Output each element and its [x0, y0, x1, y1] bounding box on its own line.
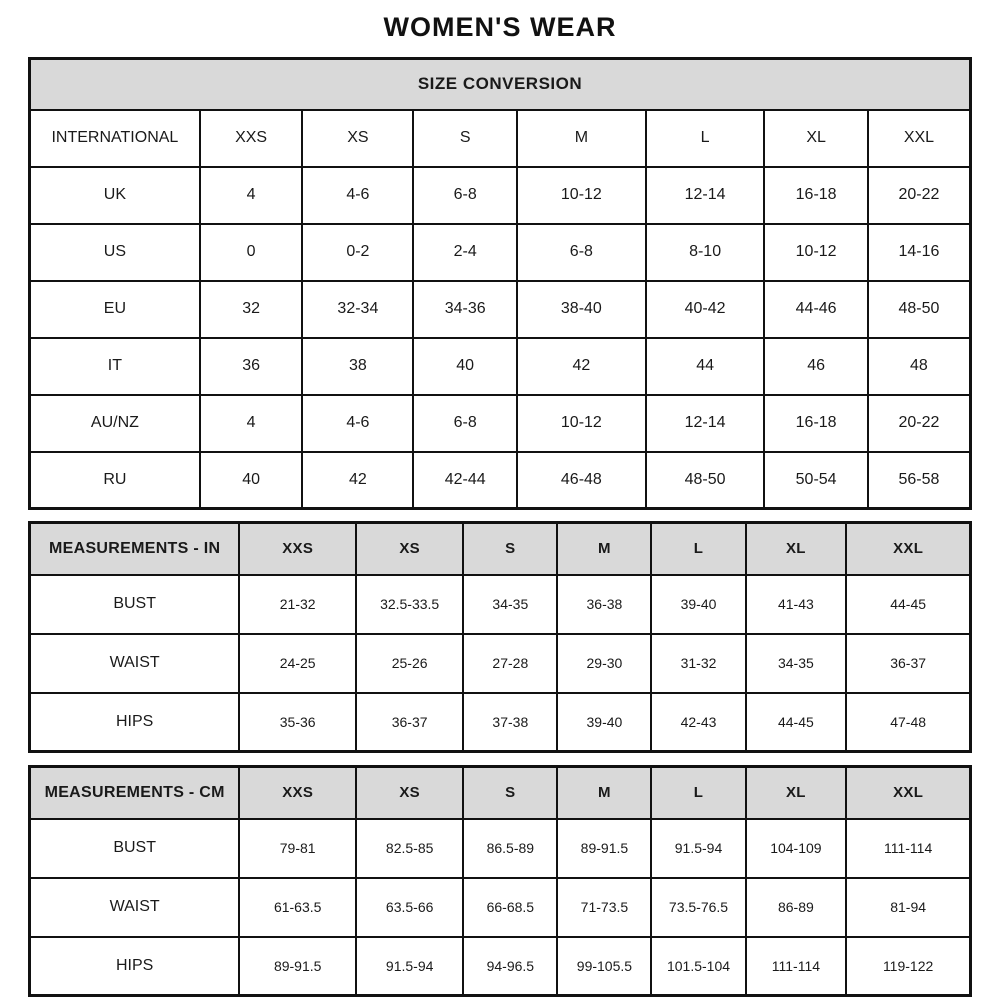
cell: 42-43: [651, 693, 745, 752]
measurements-in-header-row: [30, 523, 971, 575]
cell: 81-94: [846, 878, 970, 937]
size-header-cell: L: [646, 110, 765, 167]
size-header-cell: XXS: [200, 110, 303, 167]
cell: 56-58: [868, 452, 971, 509]
size-header-cell: XS: [356, 767, 463, 819]
size-header-cell: XXL: [846, 767, 970, 819]
cell: 4-6: [302, 395, 413, 452]
cell: 16-18: [764, 395, 868, 452]
cell: 46-48: [517, 452, 646, 509]
cell: 6-8: [413, 167, 517, 224]
size-header-cell: L: [651, 767, 745, 819]
cell: 41-43: [746, 575, 847, 634]
table-row: [30, 395, 971, 452]
cell: 39-40: [651, 575, 745, 634]
table-row: [30, 338, 971, 395]
cell: 8-10: [646, 224, 765, 281]
size-header-cell: XXL: [846, 523, 970, 575]
cell: 36-38: [557, 575, 651, 634]
cell: 40: [200, 452, 303, 509]
cell: 36-37: [846, 634, 970, 693]
cell: 50-54: [764, 452, 868, 509]
row-label: HIPS: [30, 693, 240, 752]
size-header-cell: S: [463, 767, 557, 819]
cell: 40-42: [646, 281, 765, 338]
size-header-cell: XS: [356, 523, 463, 575]
size-header-cell: XL: [764, 110, 868, 167]
table-row: [30, 281, 971, 338]
cell: 14-16: [868, 224, 971, 281]
cell: 38: [302, 338, 413, 395]
cell: 0: [200, 224, 303, 281]
cell: 44: [646, 338, 765, 395]
cell: 24-25: [239, 634, 356, 693]
row-label: BUST: [30, 819, 240, 878]
cell: 36-37: [356, 693, 463, 752]
table-row: [30, 224, 971, 281]
cell: 10-12: [764, 224, 868, 281]
measurements-in-title: MEASUREMENTS - IN: [30, 523, 240, 575]
size-header-cell: XS: [302, 110, 413, 167]
cell: 119-122: [846, 937, 970, 996]
size-header-cell: S: [463, 523, 557, 575]
cell: 38-40: [517, 281, 646, 338]
cell: 63.5-66: [356, 878, 463, 937]
cell: 20-22: [868, 167, 971, 224]
row-label: WAIST: [30, 878, 240, 937]
size-header-cell: L: [651, 523, 745, 575]
row-label: US: [30, 224, 200, 281]
cell: 48: [868, 338, 971, 395]
measurements-cm-title: MEASUREMENTS - CM: [30, 767, 240, 819]
cell: 89-91.5: [239, 937, 356, 996]
table-row: [30, 634, 971, 693]
row-label: EU: [30, 281, 200, 338]
cell: 35-36: [239, 693, 356, 752]
cell: 4: [200, 167, 303, 224]
cell: 47-48: [846, 693, 970, 752]
cell: 10-12: [517, 395, 646, 452]
row-label: UK: [30, 167, 200, 224]
row-label: HIPS: [30, 937, 240, 996]
cell: 42: [302, 452, 413, 509]
cell: 73.5-76.5: [651, 878, 745, 937]
row-label: INTERNATIONAL: [30, 110, 200, 167]
cell: 46: [764, 338, 868, 395]
cell: 86-89: [746, 878, 847, 937]
size-header-cell: M: [557, 767, 651, 819]
cell: 99-105.5: [557, 937, 651, 996]
cell: 44-46: [764, 281, 868, 338]
cell: 42-44: [413, 452, 517, 509]
row-label: RU: [30, 452, 200, 509]
row-label: WAIST: [30, 634, 240, 693]
cell: 25-26: [356, 634, 463, 693]
cell: 89-91.5: [557, 819, 651, 878]
size-header-cell: XL: [746, 523, 847, 575]
table-row: [30, 693, 971, 752]
cell: 40: [413, 338, 517, 395]
cell: 27-28: [463, 634, 557, 693]
cell: 48-50: [868, 281, 971, 338]
measurements-in-table: [28, 521, 972, 753]
cell: 16-18: [764, 167, 868, 224]
cell: 32: [200, 281, 303, 338]
cell: 12-14: [646, 395, 765, 452]
table-row: [30, 937, 971, 996]
cell: 104-109: [746, 819, 847, 878]
size-header-cell: XXL: [868, 110, 971, 167]
cell: 4-6: [302, 167, 413, 224]
table-row: [30, 819, 971, 878]
cell: 91.5-94: [651, 819, 745, 878]
table-row: [30, 575, 971, 634]
cell: 66-68.5: [463, 878, 557, 937]
cell: 111-114: [846, 819, 970, 878]
table-title-row: [30, 59, 971, 110]
cell: 12-14: [646, 167, 765, 224]
cell: 44-45: [846, 575, 970, 634]
cell: 10-12: [517, 167, 646, 224]
cell: 32-34: [302, 281, 413, 338]
cell: 20-22: [868, 395, 971, 452]
size-header-cell: M: [517, 110, 646, 167]
size-conversion-title: SIZE CONVERSION: [30, 59, 971, 110]
size-header-cell: XXS: [239, 523, 356, 575]
cell: 44-45: [746, 693, 847, 752]
size-chart-page: [28, 0, 972, 997]
cell: 34-36: [413, 281, 517, 338]
table-row: [30, 167, 971, 224]
cell: 31-32: [651, 634, 745, 693]
cell: 61-63.5: [239, 878, 356, 937]
cell: 32.5-33.5: [356, 575, 463, 634]
measurements-cm-table: [28, 765, 972, 997]
cell: 86.5-89: [463, 819, 557, 878]
cell: 6-8: [517, 224, 646, 281]
cell: 79-81: [239, 819, 356, 878]
cell: 82.5-85: [356, 819, 463, 878]
cell: 94-96.5: [463, 937, 557, 996]
cell: 29-30: [557, 634, 651, 693]
cell: 21-32: [239, 575, 356, 634]
size-header-cell: M: [557, 523, 651, 575]
cell: 71-73.5: [557, 878, 651, 937]
cell: 6-8: [413, 395, 517, 452]
table-row: [30, 452, 971, 509]
cell: 36: [200, 338, 303, 395]
cell: 111-114: [746, 937, 847, 996]
cell: 42: [517, 338, 646, 395]
cell: 2-4: [413, 224, 517, 281]
size-header-cell: XL: [746, 767, 847, 819]
row-label: BUST: [30, 575, 240, 634]
cell: 0-2: [302, 224, 413, 281]
size-header-row: [30, 110, 971, 167]
size-header-cell: XXS: [239, 767, 356, 819]
cell: 101.5-104: [651, 937, 745, 996]
page-title: WOMEN'S WEAR: [383, 12, 617, 42]
row-label: AU/NZ: [30, 395, 200, 452]
cell: 4: [200, 395, 303, 452]
measurements-cm-header-row: [30, 767, 971, 819]
cell: 34-35: [746, 634, 847, 693]
cell: 37-38: [463, 693, 557, 752]
table-row: [30, 878, 971, 937]
cell: 39-40: [557, 693, 651, 752]
cell: 91.5-94: [356, 937, 463, 996]
size-header-cell: S: [413, 110, 517, 167]
row-label: IT: [30, 338, 200, 395]
cell: 34-35: [463, 575, 557, 634]
cell: 48-50: [646, 452, 765, 509]
size-conversion-table: [28, 57, 972, 510]
